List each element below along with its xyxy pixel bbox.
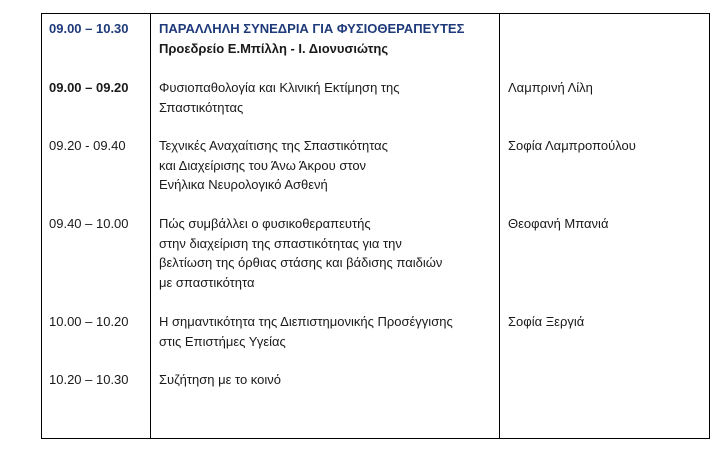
topic-line: Ενήλικα Νευρολογικό Ασθενή <box>159 177 328 192</box>
session-chairs: Προεδρείο Ε.Μπίλλη - Ι. Διονυσιώτης <box>159 40 389 56</box>
session-topic <box>159 78 400 117</box>
column-divider-time <box>150 14 151 438</box>
session-topic <box>159 370 281 390</box>
topic-line: Συζήτηση με το κοινό <box>159 372 281 387</box>
topic-line: με σπαστικότητα <box>159 274 255 290</box>
topic-line: στην διαχείριση της σπαστικότητας για την <box>159 235 402 251</box>
session-speaker: Θεοφανή Μπανιά <box>508 216 609 231</box>
session-speaker: Σοφία Λαμπροπούλου <box>508 138 636 153</box>
session-time: 09.40 – 10.00 <box>49 216 129 231</box>
program-table <box>41 13 710 439</box>
topic-line: στις Επιστήμες Υγείας <box>159 333 286 349</box>
column-divider-speaker <box>499 14 500 438</box>
session-speaker: Σοφία Ξεργιά <box>508 314 585 329</box>
topic-line: βελτίωση της όρθιας στάσης και βάδισης παιδιών <box>159 255 443 270</box>
topic-line: και Διαχείρισης του Άνω Άκρου στον <box>159 157 367 173</box>
topic-line: Σπαστικότητας <box>159 99 244 115</box>
session-time: 09.20 - 09.40 <box>49 138 126 153</box>
header-time: 09.00 – 10.30 <box>49 21 129 36</box>
session-time: 10.20 – 10.30 <box>49 372 129 387</box>
session-topic <box>159 136 388 195</box>
session-time: 09.00 – 09.20 <box>49 80 129 95</box>
session-speaker: Λαμπρινή Λίλη <box>508 80 593 95</box>
topic-line: Τεχνικές Αναχαίτισης της Σπαστικότητας <box>159 138 388 153</box>
topic-line: Η σημαντικότητα της Διεπιστημονικής Προσέγγισης <box>159 314 453 329</box>
topic-line: Πώς συμβάλλει ο φυσικοθεραπευτής <box>159 216 371 231</box>
session-topic <box>159 214 442 292</box>
session-title: ΠΑΡΑΛΛΗΛΗ ΣΥΝΕΔΡΙΑ ΓΙΑ ΦΥΣΙΟΘΕΡΑΠΕΥΤΕΣ <box>159 21 465 36</box>
header-topic <box>159 19 464 58</box>
topic-line: Φυσιοπαθολογία και Κλινική Εκτίμηση της <box>159 80 400 95</box>
session-topic <box>159 312 453 351</box>
session-time: 10.00 – 10.20 <box>49 314 129 329</box>
